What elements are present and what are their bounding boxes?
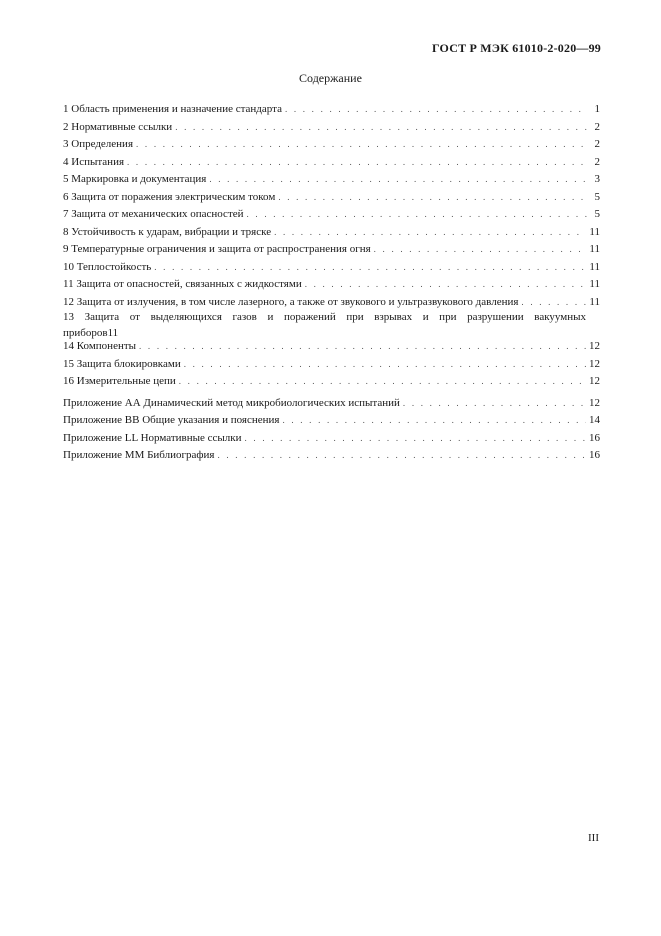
toc-entry-14[interactable]: 14 Компоненты . . . 12 (63, 338, 600, 356)
page-number: III (588, 832, 599, 844)
toc-entry-5[interactable]: 5 Маркировка и документация . . . 3 (63, 171, 600, 189)
toc-appendix-bb[interactable]: Приложение ВВ Общие указания и пояснения . . . 14 (63, 412, 600, 430)
toc-entry-10[interactable]: 10 Теплостойкость . . . 11 (63, 259, 600, 277)
toc-entry-9[interactable]: 9 Температурные ограничения и защита от распространения огня . . . 11 (63, 241, 600, 259)
toc-entry-2[interactable]: 2 Нормативные ссылки . . . 2 (63, 119, 600, 137)
toc-appendix-mm[interactable]: Приложение ММ Библиография . . . 16 (63, 447, 600, 465)
toc-entry-11[interactable]: 11 Защита от опасностей, связанных с жидкостями . . . 11 (63, 276, 600, 294)
toc-entry-1[interactable]: 1 Область применения и назначение стандарта . . . 1 (63, 101, 600, 119)
toc-appendix-ll[interactable]: Приложение LL Нормативные ссылки . . . 16 (63, 430, 600, 448)
toc-title: Содержание (299, 71, 362, 85)
toc-entry-16[interactable]: 16 Измерительные цепи . . . 12 (63, 373, 600, 391)
table-of-contents (63, 101, 600, 465)
toc-entry-15[interactable]: 15 Защита блокировками . . . 12 (63, 356, 600, 374)
toc-appendix-aa[interactable]: Приложение АА Динамический метод микробиологических испытаний . . . 12 (63, 395, 600, 413)
toc-entry-13[interactable]: 13 Защита от выделяющихся газов и поражений при взрывах и при разрушении вакуумных приборов 11 (63, 311, 600, 336)
document-header: ГОСТ Р МЭК 61010-2-020—99 (432, 41, 601, 55)
toc-entry-7[interactable]: 7 Защита от механических опасностей . . . 5 (63, 206, 600, 224)
toc-entry-3[interactable]: 3 Определения . . . 2 (63, 136, 600, 154)
toc-entry-6[interactable]: 6 Защита от поражения электрическим током . . . 5 (63, 189, 600, 207)
toc-entry-13-line2: приборов (63, 327, 108, 339)
toc-entry-13-line1: 13 Защита от выделяющихся газов и поражений при взрывах и при разрушении вакуумных (63, 311, 586, 323)
toc-entry-12[interactable]: 12 Защита от излучения, в том числе лазерного, а также от звукового и ультразвукового давления . . . 11 (63, 294, 600, 312)
toc-entry-4[interactable]: 4 Испытания . . . 2 (63, 154, 600, 172)
toc-entry-8[interactable]: 8 Устойчивость к ударам, вибрации и тряске . . . 11 (63, 224, 600, 242)
